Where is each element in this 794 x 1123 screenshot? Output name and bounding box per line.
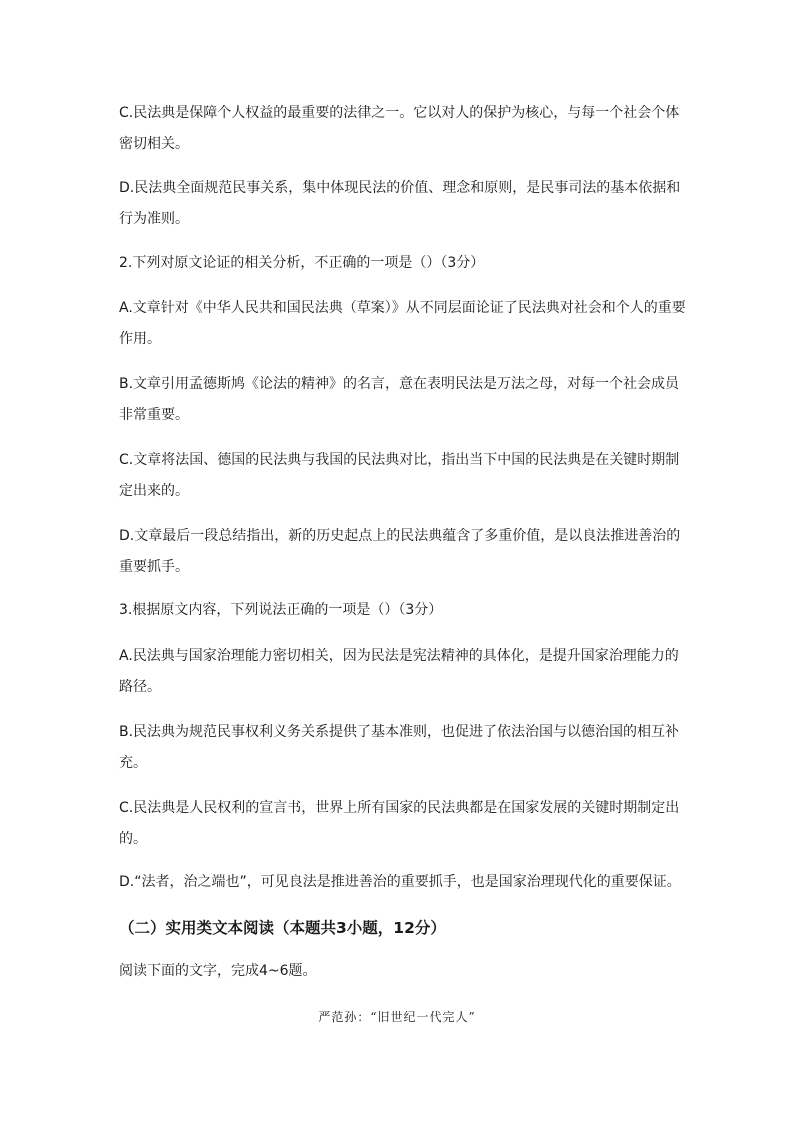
question-3: 3.根据原文内容，下列说法正确的一项是（）（3分） bbox=[119, 602, 443, 618]
section-heading: （二）实用类文本阅读（本题共3小题，12分） bbox=[119, 919, 446, 937]
option-2d: D.文章最后一段总结指出，新的历史起点上的民法典蕴含了多重价值，是以良法推进善治的重要抓手。 bbox=[119, 528, 681, 575]
question-2: 2.下列对原文论证的相关分析，不正确的一项是（）（3分） bbox=[119, 255, 485, 271]
option-3a: A.民法典与国家治理能力密切相关，因为民法是宪法精神的具体化，是提升国家治理能力的路径。 bbox=[119, 648, 679, 695]
option-3c: C.民法典是人民权利的宣言书，世界上所有国家的民法典都是在国家发展的关键时期制定出的。 bbox=[119, 800, 680, 847]
option-3d: D.“法者，治之端也”，可见良法是推进善治的重要抓手，也是国家治理现代化的重要保证。 bbox=[119, 874, 681, 890]
option-2c: C.文章将法国、德国的民法典与我国的民法典对比，指出当下中国的民法典是在关键时期制定出来的。 bbox=[119, 452, 680, 499]
option-2a: A.文章针对《中华人民共和国民法典（草案）》从不同层面论证了民法典对社会和个人的重要作用。 bbox=[119, 300, 686, 347]
option-2b: B.文章引用孟德斯鸠《论法的精神》的名言，意在表明民法是万法之母，对每一个社会成员非常重要。 bbox=[119, 376, 680, 423]
option-3b: B.民法典为规范民事权利义务关系提供了基本准则，也促进了依法治国与以德治国的相互补充。 bbox=[119, 724, 680, 771]
article-title: 严范孙：“旧世纪一代完人” bbox=[318, 1010, 476, 1024]
instruction: 阅读下面的文字，完成4~6题。 bbox=[119, 963, 317, 979]
option-1c: C.民法典是保障个人权益的最重要的法律之一。它以对人的保护为核心，与每一个社会个体密切相关。 bbox=[119, 105, 680, 152]
option-1d: D.民法典全面规范民事关系，集中体现民法的价值、理念和原则，是民事司法的基本依据和行为准则。 bbox=[119, 180, 681, 227]
